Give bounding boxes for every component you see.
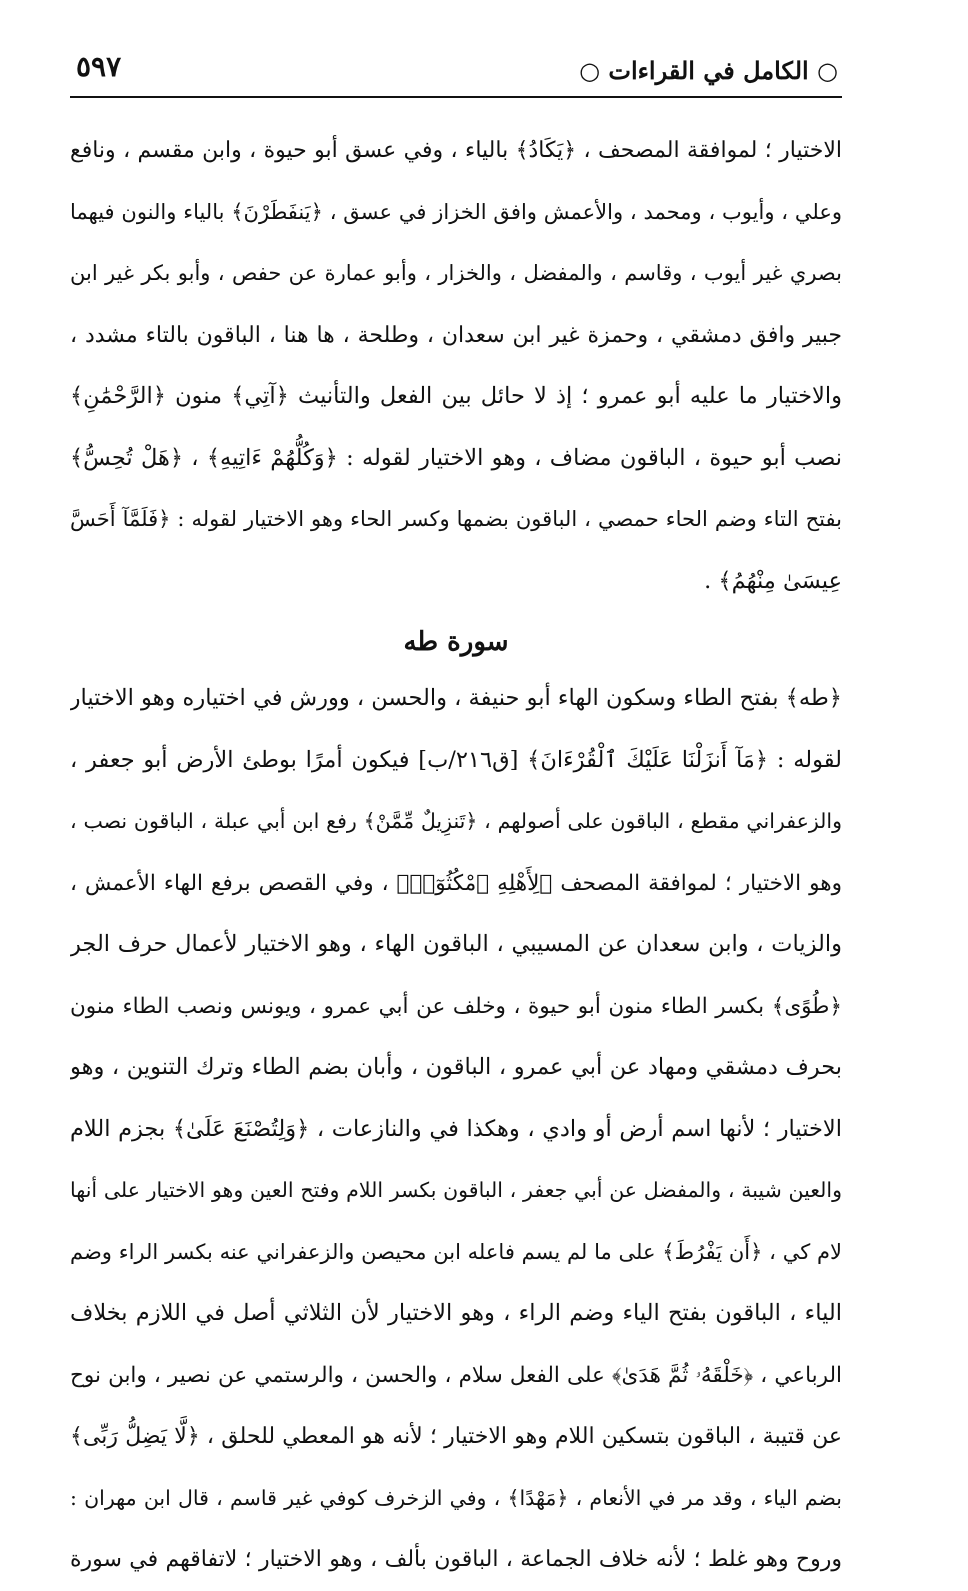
text-line: الاختيار ؛ لأنها اسم أرض أو وادي ، وهكذا في والنازعات ، ﴿وَلِتُصْنَعَ عَلَىٰ﴾ بجزم اللام bbox=[70, 1115, 842, 1142]
text-line: بضم الياء ، وقد مر في الأنعام ، ﴿مَهْدًا﴾ ، وفي الزخرف كوفي غير قاسم ، قال ابن مهران : bbox=[70, 1485, 842, 1510]
text-line: والاختيار ما عليه أبو عمرو ؛ إذ لا حائل بين الفعل والتأنيث ﴿آتِي﴾ منون ﴿الرَّحْمَٰنِ﴾ bbox=[70, 383, 842, 409]
text-line: وهو الاختيار ؛ لموافقة المصحف ﴿لِأَهْلِهِ ٱمْكُثُوٓا۟﴾ ، وفي القصص برفع الهاء الأعمش ، bbox=[70, 870, 842, 896]
text-line: لقوله : ﴿مَآ أَنزَلْنَا عَلَيْكَ ٱلْقُرْءَانَ﴾ [ق٢١٦/ب] فيكون أمرًا بوطئ الأرض أبو جعفر ، bbox=[70, 746, 842, 773]
text-line: لام كي ، ﴿أَن يَفْرُطَ﴾ على ما لم يسم فاعله ابن محيصن والزعفراني عنه بكسر الراء وضم bbox=[70, 1239, 842, 1264]
text-line: والزيات ، وابن سعدان عن المسيبي ، الباقون الهاء ، وهو الاختيار لأعمال حرف الجر bbox=[70, 931, 842, 957]
text-line: نصب أبو حيوة ، الباقون مضاف ، وهو الاختيار لقوله : ﴿وَكُلُّهُمْ ءَاتِيهِ﴾ ، ﴿هَلْ تُحِسُّ﴾ bbox=[70, 444, 842, 471]
paragraph-previous-surah bbox=[70, 120, 842, 612]
text-line: الرباعي ، ﴿خَلْقَهُۥ ثُمَّ هَدَىٰ﴾ على الفعل سلام ، والحسن ، والرستمي عن نصير ، وابن نوح bbox=[70, 1362, 842, 1388]
section-heading: سورة طه bbox=[403, 627, 509, 657]
text-line: بصري غير أيوب ، وقاسم ، والمفضل ، والخزار ، وأبو عمارة عن حفص ، وأبو بكر غير ابن bbox=[70, 261, 842, 285]
page-header bbox=[70, 40, 842, 98]
text-line: ﴿طُوًى﴾ بكسر الطاء منون أبو حيوة ، وخلف عن أبي عمرو ، ويونس ونصب الطاء منون bbox=[70, 993, 842, 1019]
text-line: عن قتيبة ، الباقون بتسكين اللام وهو الاختيار ؛ لأنه هو المعطي للحلق ، ﴿لَّا يَضِلُّ رَبِّى﴾ bbox=[70, 1424, 842, 1449]
text-line: عِيسَىٰ مِنْهُمُ﴾ . bbox=[704, 567, 842, 594]
text-line: بحرف دمشقي ومهاد عن أبي عمرو ، الباقون ، وأبان بضم الطاء وترك التنوين ، وهو bbox=[70, 1054, 842, 1080]
text-line: وروح وهو غلط ؛ لأنه خلاف الجماعة ، الباقون بألف ، وهو الاختيار ؛ لاتفاقهم في سورة bbox=[70, 1547, 842, 1572]
page-number: ٥٩٧ bbox=[76, 50, 122, 83]
text-line: ﴿طه﴾ بفتح الطاء وسكون الهاء أبو حنيفة ، والحسن ، وورش في اختياره وهو الاختيار bbox=[70, 685, 842, 711]
text-line: والزعفراني مقطع ، الباقون على أصولهم ، ﴿تَنزِيلٌ مِّمَّنْ﴾ رفع ابن أبي عبلة ، الباقون نصب ، bbox=[70, 809, 842, 833]
text-line: جبير وافق دمشقي ، وحمزة غير ابن سعدان ، وطلحة ، ها هنا ، الباقون بالتاء مشدد ، bbox=[70, 322, 842, 348]
text-line: بفتح التاء وضم الحاء حمصي ، الباقون بضمها وكسر الحاء وهو الاختيار لقوله : ﴿فَلَمَّآ أَحَسَّ bbox=[70, 507, 842, 531]
running-title: ○ الكامل في القراءات ○ bbox=[579, 56, 838, 85]
paragraph-surah-taha bbox=[70, 668, 842, 1591]
text-line: الاختيار ؛ لموافقة المصحف ، ﴿يَكَادُ﴾ بالياء ، وفي عسق أبو حيوة ، وابن مقسم ، ونافع bbox=[70, 138, 842, 163]
text-line: والعين شيبة ، والمفضل عن أبي جعفر ، الباقون بكسر اللام وفتح العين وهو الاختيار على أنها bbox=[70, 1178, 842, 1202]
text-line: وعلي ، وأيوب ، ومحمد ، والأعمش وافق الخزاز في عسق ، ﴿يَنفَطَرْنَ﴾ بالياء والنون فيهما bbox=[70, 199, 842, 224]
book-page bbox=[70, 40, 842, 1572]
text-line: الياء ، الباقون بفتح الياء وضم الراء ، وهو الاختيار لأن الثلاثي أصل في اللازم بخلاف bbox=[70, 1300, 842, 1326]
